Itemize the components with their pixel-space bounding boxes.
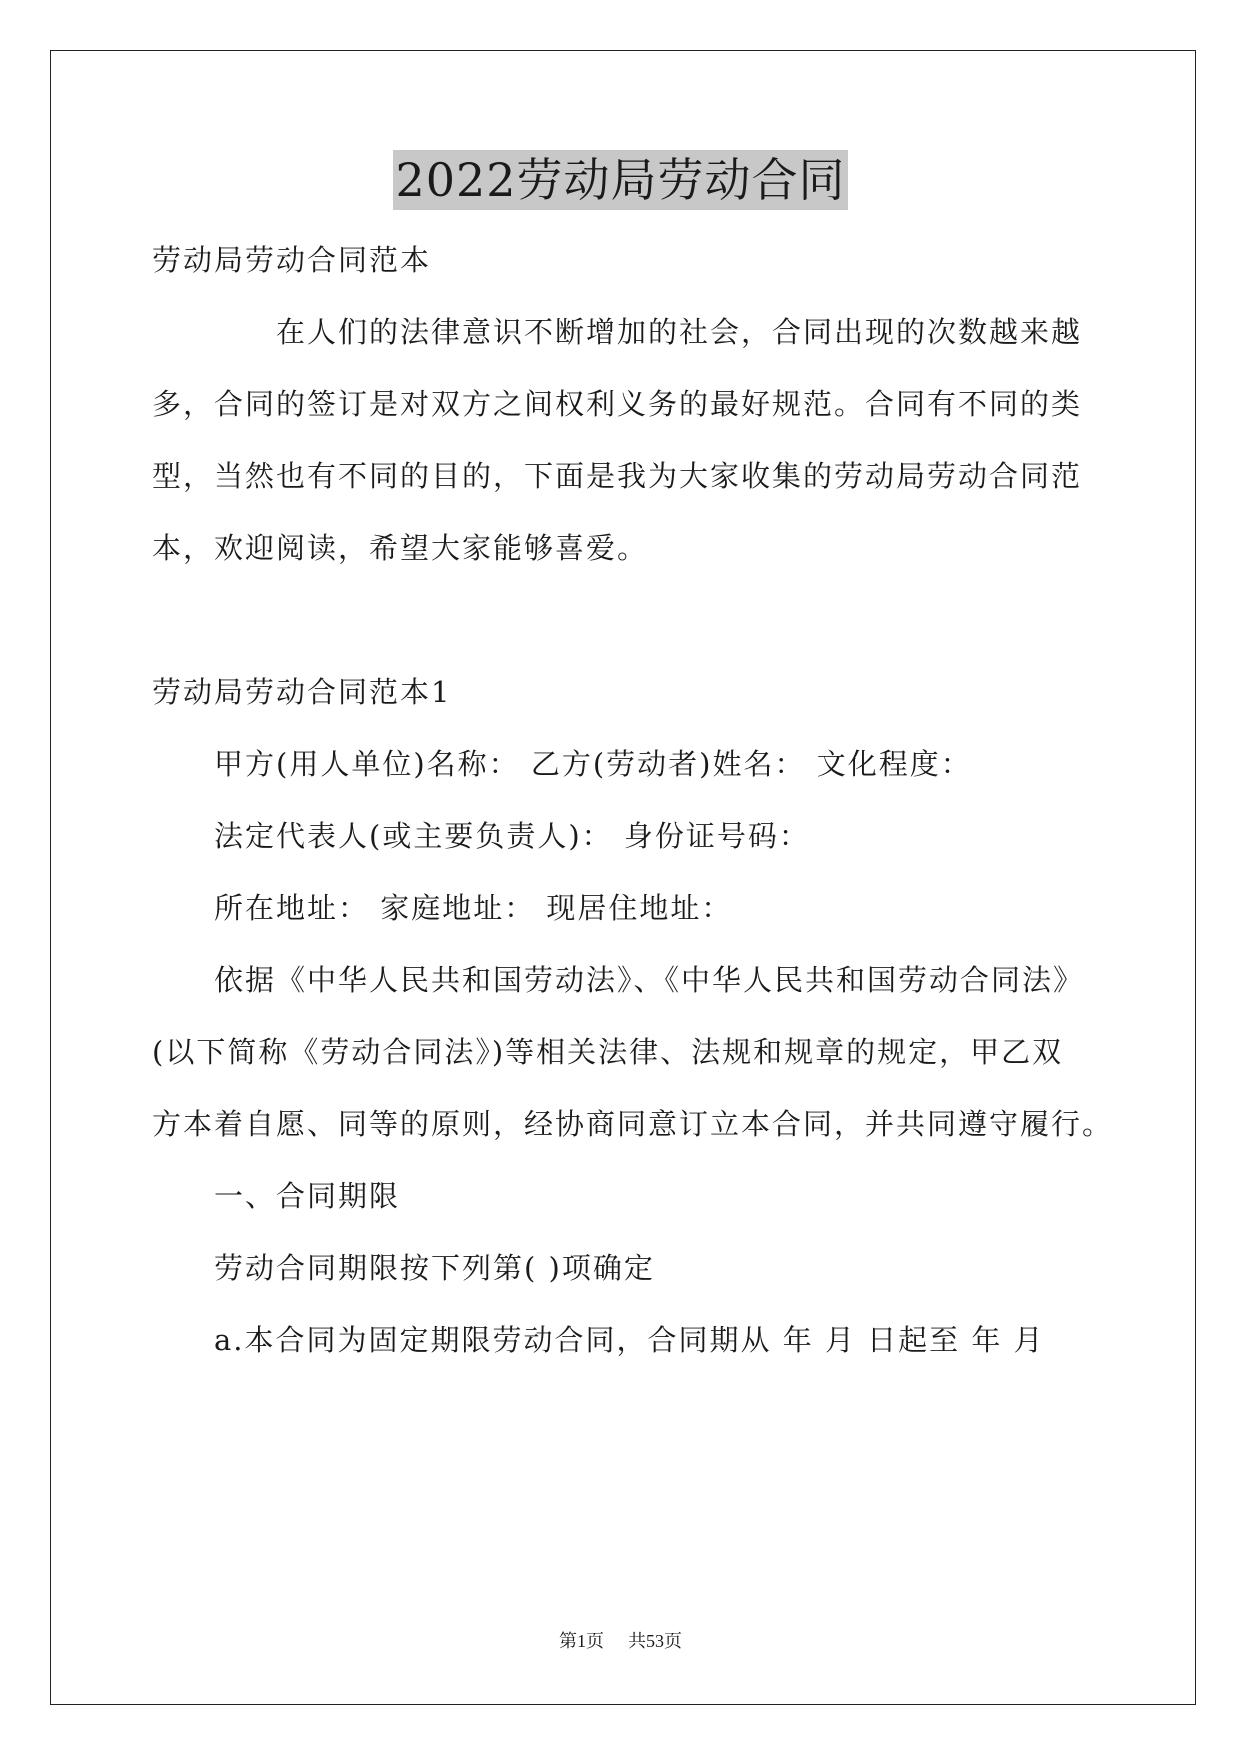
- party-line-2: 法定代表人(或主要负责人)： 身份证号码：: [214, 819, 810, 853]
- party-line-1: 甲方(用人单位)名称： 乙方(劳动者)姓名： 文化程度：: [214, 747, 972, 781]
- clause-a: a.本合同为固定期限劳动合同，合同期从 年 月 日起至 年 月: [214, 1323, 1045, 1357]
- clause-heading: 一、合同期限: [214, 1179, 401, 1213]
- clause-intro: 劳动合同期限按下列第( )项确定: [214, 1251, 655, 1285]
- basis-line-3: 方本着自愿、同等的原则，经协商同意订立本合同，并共同遵守履行。: [152, 1107, 1114, 1141]
- basis-line-1: 依据《中华人民共和国劳动法》、《中华人民共和国劳动合同法》: [214, 963, 1085, 997]
- page-number: 第1页: [559, 1631, 604, 1651]
- intro-line-3: 型，当然也有不同的目的，下面是我为大家收集的劳动局劳动合同范: [152, 459, 1083, 493]
- section-heading: 劳动局劳动合同范本1: [152, 675, 452, 709]
- intro-line-2: 多，合同的签订是对双方之间权利义务的最好规范。合同有不同的类: [152, 387, 1083, 421]
- party-line-3: 所在地址： 家庭地址： 现居住地址：: [214, 891, 733, 925]
- intro-line-1: 在人们的法律意识不断增加的社会，合同出现的次数越来越: [276, 315, 1083, 349]
- total-pages: 共53页: [628, 1631, 682, 1651]
- document-subtitle: 劳动局劳动合同范本: [152, 243, 432, 277]
- page-border: [50, 50, 1196, 1705]
- intro-line-4: 本，欢迎阅读，希望大家能够喜爱。: [152, 531, 649, 565]
- basis-line-2: (以下简称《劳动合同法》)等相关法律、法规和规章的规定，甲乙双: [152, 1035, 1064, 1069]
- document-title: 2022劳动局劳动合同: [393, 150, 847, 210]
- title-container: [0, 150, 1241, 210]
- page-footer: [0, 1629, 1241, 1653]
